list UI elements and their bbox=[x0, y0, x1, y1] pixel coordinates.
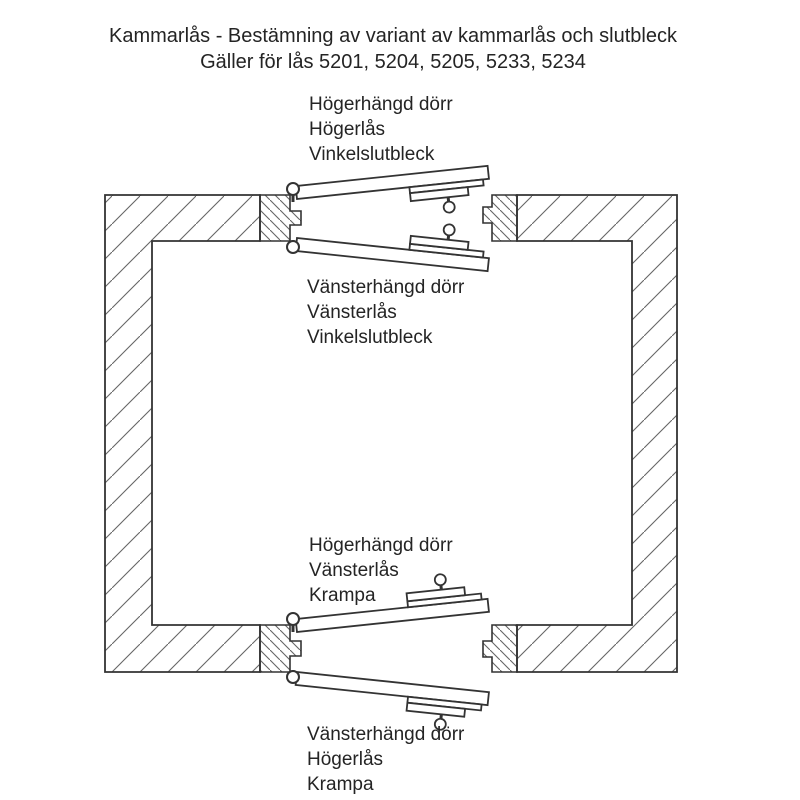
hinge-pivot-top-lower bbox=[287, 241, 299, 253]
label-bottom-variant bbox=[307, 722, 464, 797]
strike-block-bottom bbox=[483, 625, 517, 672]
label-strike-type: Vinkelslutbleck bbox=[307, 327, 433, 348]
knob-icon bbox=[443, 201, 455, 213]
knob-icon bbox=[443, 224, 455, 236]
title-line-1: Kammarlås - Bestämning av variant av kammarlås och slutbleck bbox=[109, 25, 677, 47]
label-lock-variant: Högerlås bbox=[309, 119, 386, 140]
hinge-pivot-bottom-lower bbox=[287, 671, 299, 683]
door-top-lower bbox=[296, 209, 492, 271]
door-post-top bbox=[260, 195, 301, 241]
label-door-hanging: Högerhängd dörr bbox=[309, 535, 453, 556]
label-strike-type: Krampa bbox=[309, 585, 376, 606]
label-lock-variant: Högerlås bbox=[307, 749, 384, 770]
strike-block-top bbox=[483, 195, 517, 241]
hinge-pivot-top-upper bbox=[287, 183, 299, 195]
title-line-2: Gäller för lås 5201, 5204, 5205, 5233, 5234 bbox=[200, 51, 586, 73]
door-leaf bbox=[296, 672, 489, 705]
label-door-hanging: Vänsterhängd dörr bbox=[307, 277, 465, 298]
label-lock-variant: Vänsterlås bbox=[309, 560, 399, 581]
label-lock-variant: Vänsterlås bbox=[307, 302, 397, 323]
label-lower-middle-variant bbox=[309, 533, 453, 608]
label-top-variant bbox=[309, 92, 453, 167]
door-top-upper bbox=[296, 166, 492, 228]
hinge-pivots bbox=[287, 183, 299, 683]
wall-right bbox=[517, 195, 677, 672]
label-upper-middle-variant bbox=[307, 275, 464, 350]
label-door-hanging: Vänsterhängd dörr bbox=[307, 724, 465, 745]
door-post-bottom bbox=[260, 625, 301, 672]
label-strike-type: Vinkelslutbleck bbox=[309, 144, 435, 165]
wall-left bbox=[105, 195, 260, 672]
hinge-pivot-bottom-upper bbox=[287, 613, 299, 625]
label-strike-type: Krampa bbox=[307, 774, 374, 795]
label-door-hanging: Högerhängd dörr bbox=[309, 94, 453, 115]
